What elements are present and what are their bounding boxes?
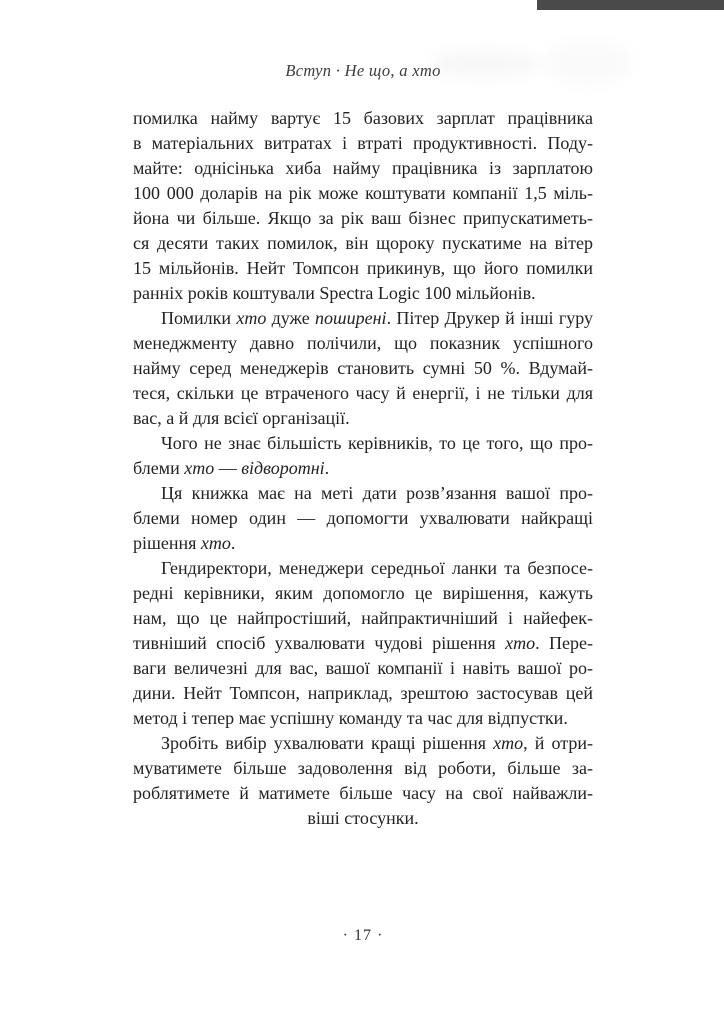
text-line: [133, 706, 593, 731]
text-line: [133, 156, 593, 181]
text-line: [133, 431, 593, 456]
text-line: [133, 581, 593, 606]
running-header-text: Вступ · Не що, а хто: [285, 61, 441, 80]
text-segment: ранніх років коштували Spectra Logic 100 мільйонів.: [133, 283, 536, 303]
italic-text: хто: [184, 458, 215, 478]
text-segment: найму серед менеджерів становить сумні 50 %. Вдумай-: [133, 358, 593, 378]
text-line: [133, 731, 593, 756]
body-text-block: [133, 106, 593, 831]
text-segment: 100 000 доларів на рік може коштувати компанії 1,5 міль-: [133, 183, 593, 203]
text-segment: блеми номер один — допомогти ухвалювати найкращі: [133, 508, 593, 528]
text-segment: метод і тепер має успішну команду та час для відпустки.: [133, 708, 568, 728]
text-line: [133, 381, 593, 406]
text-segment: роблятимете й матимете більше часу на свої найважли-: [133, 783, 593, 803]
text-line: [133, 231, 593, 256]
text-line: [133, 531, 593, 556]
text-line: [133, 656, 593, 681]
text-segment: —: [214, 458, 242, 478]
text-segment: ваги величезні для вас, вашої компанії і навіть вашої ро-: [133, 658, 593, 678]
text-segment: Гендиректори, менеджери середньої ланки та безпосе-: [161, 558, 593, 578]
text-segment: помилка найму вартує 15 базових зарплат працівника: [133, 108, 593, 128]
text-segment: тивніший спосіб ухвалювати чудові рішення: [133, 633, 506, 653]
text-segment: менеджменту давно полічили, що показник успішного: [133, 333, 593, 353]
text-segment: вас, а й для всієї організації.: [133, 408, 350, 428]
text-segment: блеми: [133, 458, 185, 478]
italic-text: поширені: [315, 308, 387, 328]
text-segment: йона чи більше. Якщо за рік ваш бізнес припускатиметь-: [133, 208, 593, 228]
text-segment: нам, що це найпростіший, найпрактичніший і найефек-: [133, 608, 593, 628]
text-line: [133, 356, 593, 381]
italic-text: хто: [493, 733, 524, 753]
text-segment: теся, скільки це втраченого часу й енергії, і не тільки для: [133, 383, 593, 403]
text-line: [133, 756, 593, 781]
text-segment: Помилки: [161, 308, 237, 328]
running-header: [133, 61, 593, 81]
text-line: [133, 606, 593, 631]
text-line: [133, 306, 593, 331]
text-line: [133, 131, 593, 156]
text-line: [133, 106, 593, 131]
text-segment: 15 мільйонів. Нейт Томпсон прикинув, що його помилки: [133, 258, 593, 278]
text-line: [133, 681, 593, 706]
text-line: [133, 281, 593, 306]
text-segment: ся десяти таких помилок, він щороку пускатиме на вітер: [133, 233, 593, 253]
text-segment: в матеріальних витратах і втраті продуктивності. Поду-: [133, 133, 593, 153]
text-line: [133, 181, 593, 206]
italic-text: хто: [505, 633, 536, 653]
italic-text: хто: [200, 533, 231, 553]
text-segment: рішення: [133, 533, 201, 553]
text-line: [133, 556, 593, 581]
page-number-text: · 17 ·: [342, 927, 384, 944]
text-segment: .: [230, 533, 236, 553]
page-number: [133, 927, 593, 945]
text-line: [133, 781, 593, 806]
text-line: [133, 456, 593, 481]
text-line: [133, 481, 593, 506]
text-segment: муватимете більше задоволення від роботи, більше за-: [133, 758, 593, 778]
text-line: [133, 331, 593, 356]
text-segment: майте: однісінька хиба найму працівника із зарплатою: [133, 158, 593, 178]
text-segment: . Пітер Друкер й інші гуру: [386, 308, 593, 328]
text-segment: Ця книжка має на меті дати розв’язання вашої про-: [161, 483, 593, 503]
text-line: [133, 806, 593, 831]
text-segment: , й отри-: [523, 733, 593, 753]
text-segment: дуже: [266, 308, 316, 328]
text-line: [133, 256, 593, 281]
text-line: [133, 206, 593, 231]
text-segment: . Пере-: [535, 633, 593, 653]
text-segment: Чого не знає більшість керівників, то це того, що про-: [161, 433, 593, 453]
text-segment: Зробіть вибір ухвалювати кращі рішення: [161, 733, 494, 753]
text-line: [133, 506, 593, 531]
italic-text: хто: [236, 308, 267, 328]
text-segment: віші стосунки.: [307, 808, 419, 828]
text-segment: редні керівники, яким допомогло це вирішення, кажуть: [133, 583, 593, 603]
text-segment: .: [324, 458, 330, 478]
text-line: [133, 631, 593, 656]
scan-artifact-bar: [537, 0, 724, 10]
text-segment: дини. Нейт Томпсон, наприклад, зрештою застосував цей: [133, 683, 593, 703]
italic-text: відворотні: [241, 458, 325, 478]
text-line: [133, 406, 593, 431]
